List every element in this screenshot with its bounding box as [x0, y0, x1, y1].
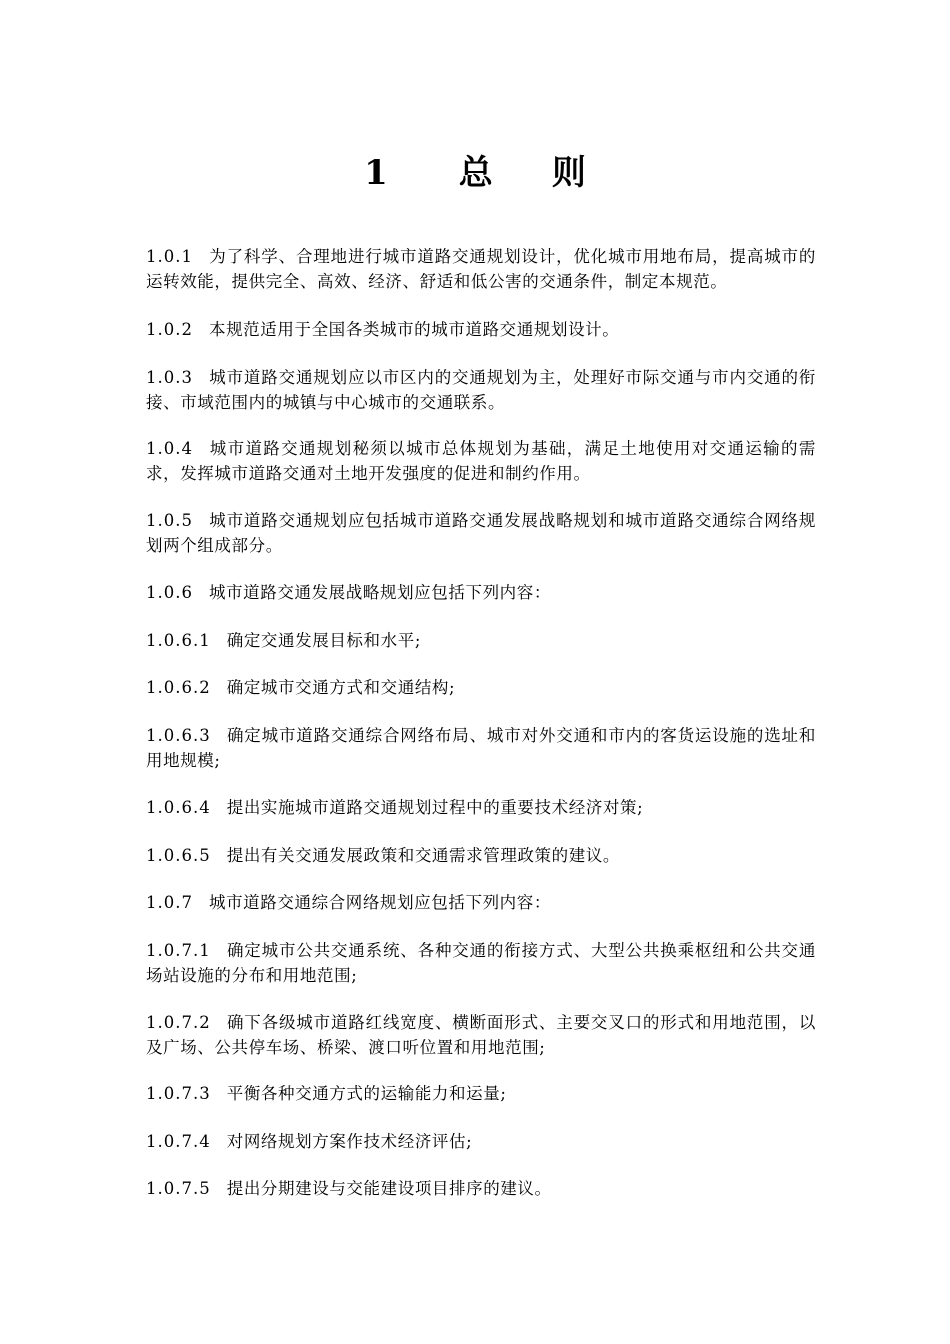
clause-text: 确定城市交通方式和交通结构; — [226, 678, 456, 697]
clause-text: 提出有关交通发展政策和交通需求管理政策的建议。 — [226, 846, 621, 865]
clause-1-0-1 — [146, 244, 816, 294]
clause-text: 提出实施城市道路交通规划过程中的重要技术经济对策; — [226, 798, 644, 817]
clause-1-0-7 — [146, 890, 816, 915]
clause-number: 1.0.7.3 — [146, 1084, 211, 1103]
clause-text: 城市道路交通综合网络规划应包括下列内容： — [208, 893, 551, 912]
clause-number: 1.0.2 — [146, 320, 193, 339]
clause-text: 提出分期建设与交能建设项目排序的建议。 — [226, 1179, 552, 1198]
clause-number: 1.0.7.1 — [146, 941, 211, 960]
clause-text: 确下各级城市道路红线宽度、横断面形式、主要交叉口的形式和用地范围，以及广场、公共停车场、桥梁、渡口听位置和用地范围; — [146, 1013, 816, 1057]
clause-text: 确定城市公共交通系统、各种交通的衔接方式、大型公共换乘枢纽和公共交通场站设施的分布和用地范围; — [146, 941, 816, 985]
clause-number: 1.0.6.1 — [146, 631, 211, 650]
clause-1-0-3 — [146, 365, 816, 415]
clause-number: 1.0.7 — [146, 893, 193, 912]
clause-number: 1.0.5 — [146, 511, 193, 530]
clause-number: 1.0.6.5 — [146, 846, 211, 865]
clause-1-0-6-2 — [146, 675, 816, 700]
clause-text: 城市道路交通发展战略规划应包括下列内容： — [208, 583, 551, 602]
clause-text: 平衡各种交通方式的运输能力和运量; — [226, 1084, 507, 1103]
clause-number: 1.0.6.4 — [146, 798, 211, 817]
clause-number: 1.0.3 — [146, 368, 193, 387]
clause-1-0-6-3 — [146, 723, 816, 773]
clause-number: 1.0.7.2 — [146, 1013, 211, 1032]
clause-text: 城市道路交通规划应以市区内的交通规划为主，处理好市际交通与市内交通的衔接、市域范围内的城镇与中心城市的交通联系。 — [146, 368, 816, 412]
clause-1-0-4 — [146, 436, 816, 486]
clause-text: 确定城市道路交通综合网络布局、城市对外交通和市内的客货运设施的选址和用地规模; — [146, 726, 816, 770]
clause-text: 确定交通发展目标和水平; — [226, 631, 421, 650]
clause-text: 城市道路交通规划应包括城市道路交通发展战略规划和城市道路交通综合网络规划两个组成部分。 — [146, 511, 816, 555]
clause-number: 1.0.6 — [146, 583, 193, 602]
clause-1-0-6-4 — [146, 795, 816, 820]
clause-1-0-7-1 — [146, 938, 816, 988]
clause-1-0-2 — [146, 317, 816, 342]
clause-number: 1.0.4 — [146, 439, 193, 458]
chapter-title: 1 总 则 — [364, 152, 586, 193]
clause-1-0-7-5 — [146, 1176, 816, 1201]
clause-text: 对网络规划方案作技术经济评估; — [226, 1132, 473, 1151]
clause-number: 1.0.7.5 — [146, 1179, 211, 1198]
clause-number: 1.0.6.3 — [146, 726, 211, 745]
clause-1-0-6-1 — [146, 628, 816, 653]
clause-1-0-6-5 — [146, 843, 816, 868]
clause-1-0-7-3 — [146, 1081, 816, 1106]
clause-number: 1.0.6.2 — [146, 678, 211, 697]
clause-1-0-7-4 — [146, 1129, 816, 1154]
clause-1-0-6 — [146, 580, 816, 605]
clause-text: 本规范适用于全国各类城市的城市道路交通规划设计。 — [208, 320, 620, 339]
clause-number: 1.0.1 — [146, 247, 193, 266]
clause-1-0-7-2 — [146, 1010, 816, 1060]
clause-number: 1.0.7.4 — [146, 1132, 211, 1151]
clause-1-0-5 — [146, 508, 816, 558]
clause-text: 为了科学、合理地进行城市道路交通规划设计，优化城市用地布局，提高城市的运转效能，提供完全、高效、经济、舒适和低公害的交通条件，制定本规范。 — [146, 247, 816, 291]
clause-text: 城市道路交通规划秘须以城市总体规划为基础，满足土地使用对交通运输的需求，发挥城市道路交通对土地开发强度的促进和制约作用。 — [146, 439, 816, 483]
